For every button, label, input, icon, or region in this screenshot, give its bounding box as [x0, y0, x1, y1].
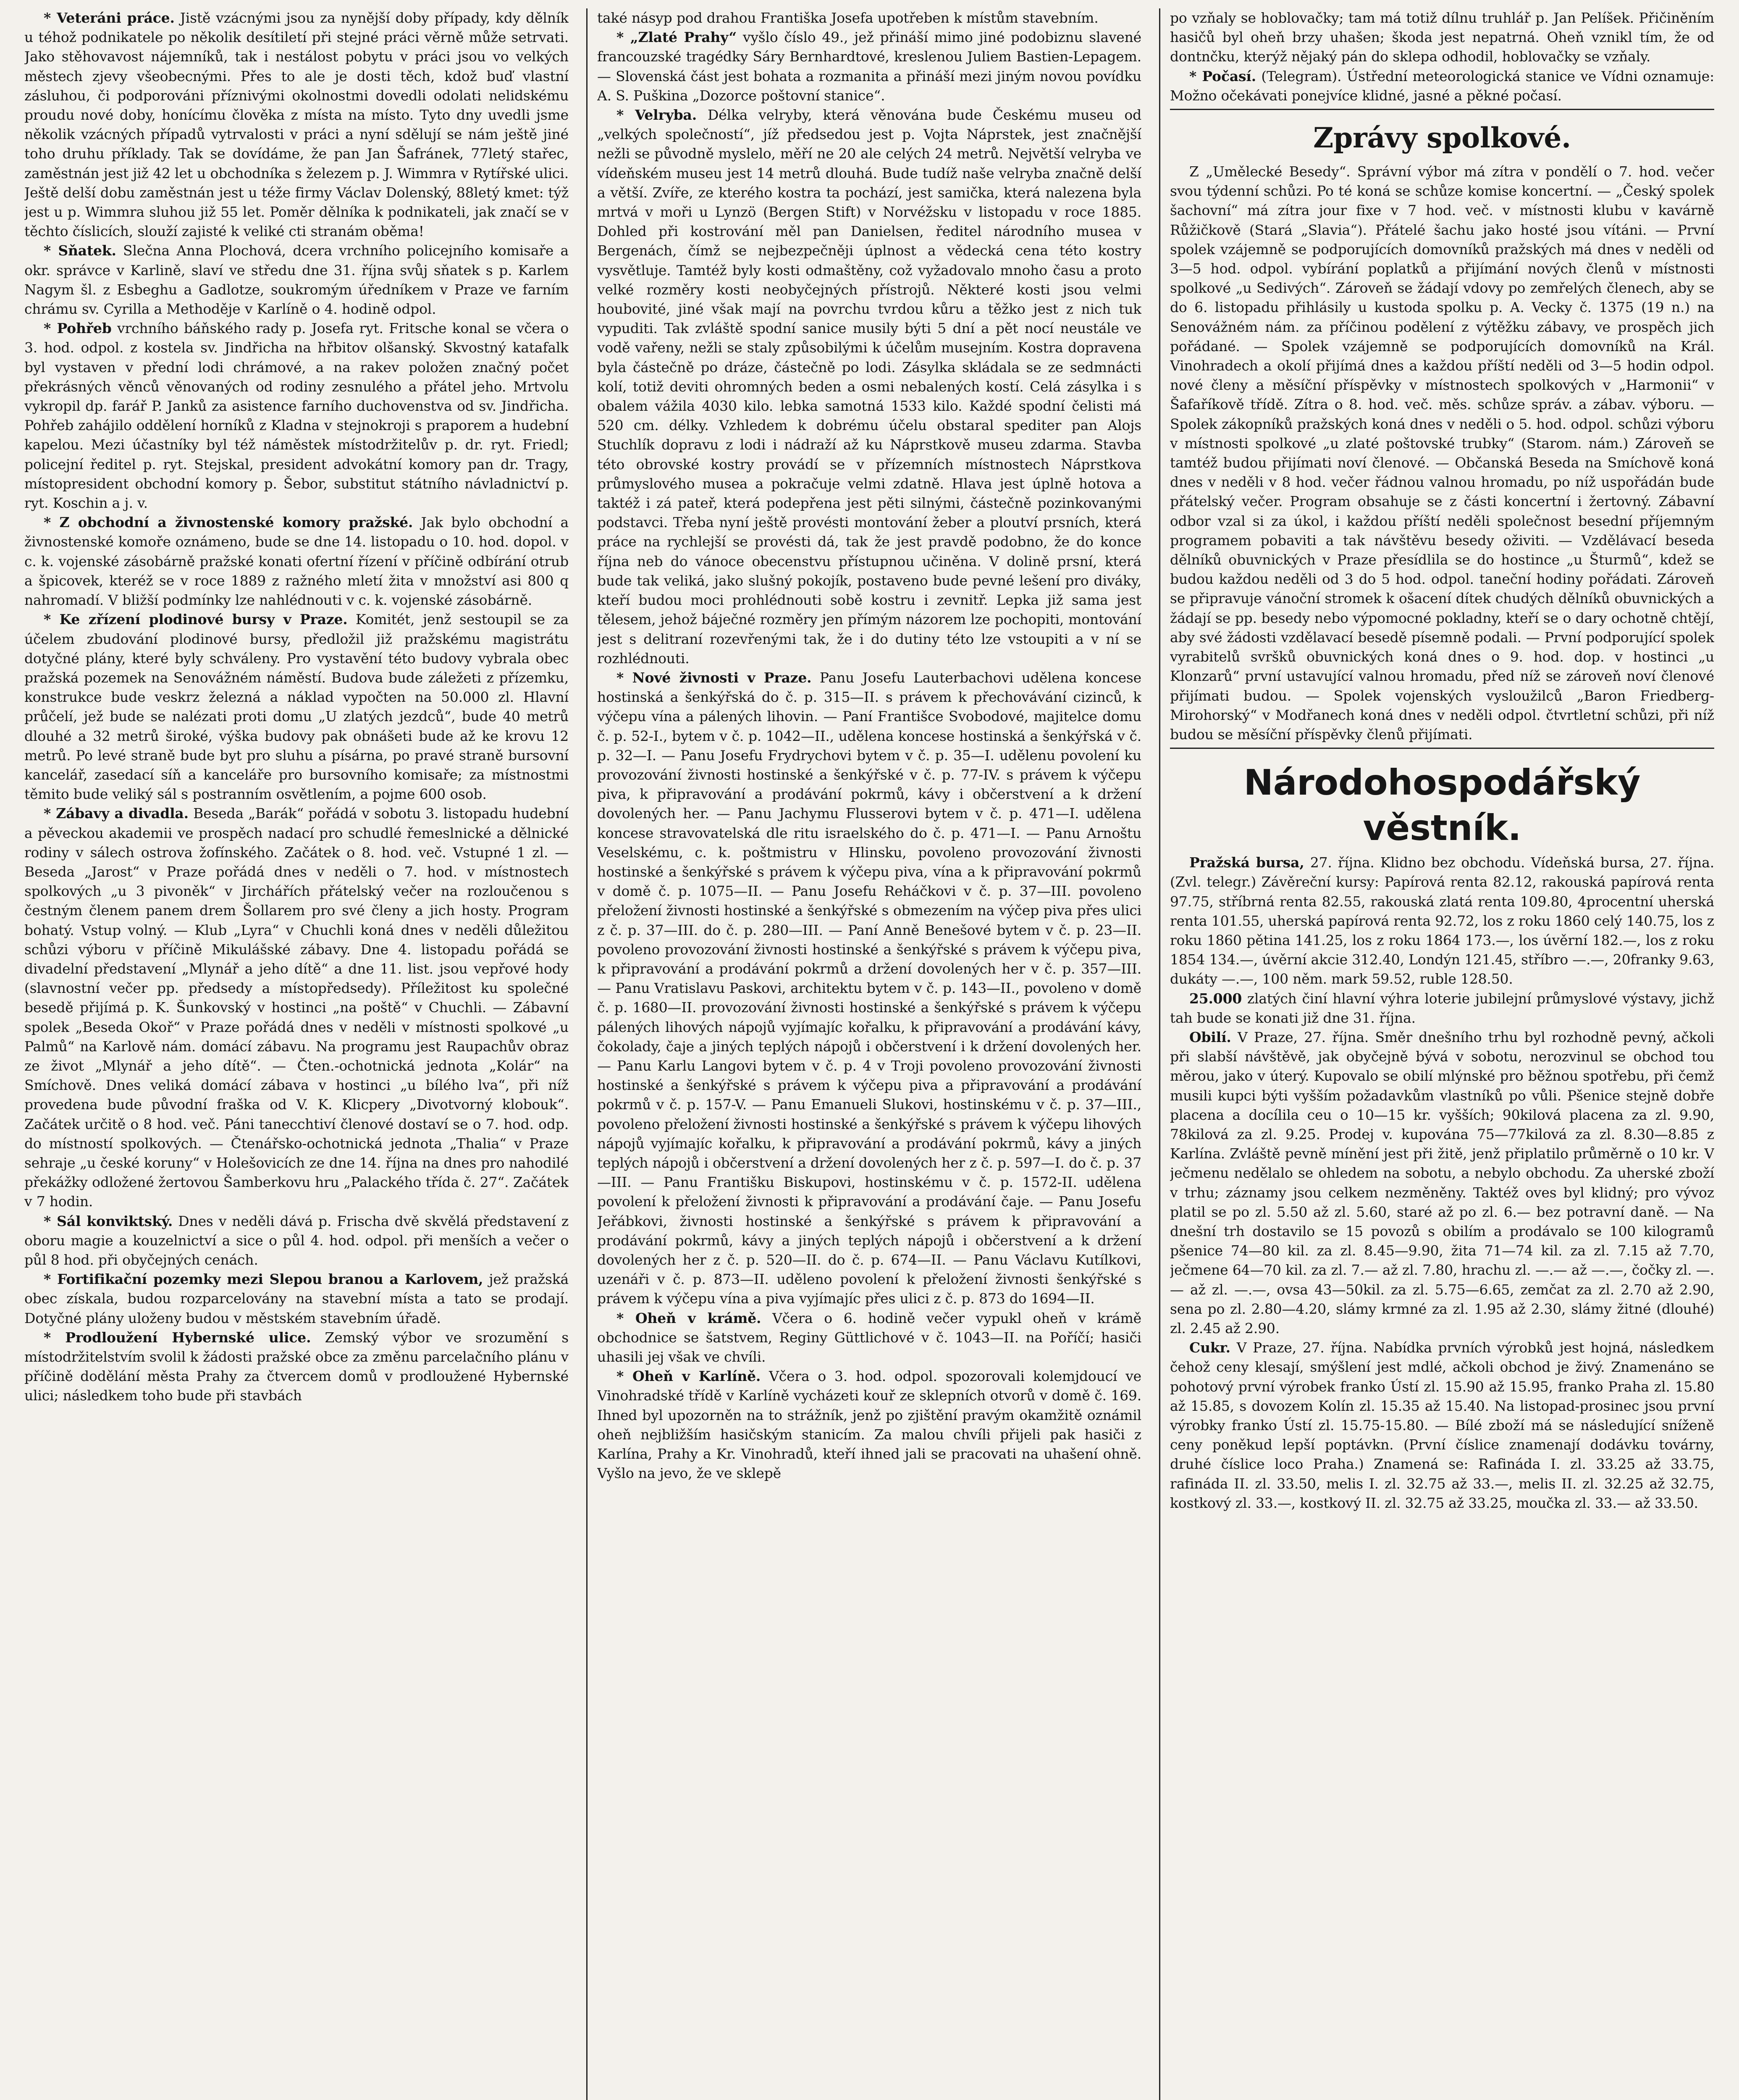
article [1170, 1338, 1714, 1513]
article-lead: * Zábavy a divadla. [44, 805, 189, 822]
article-lead: 25.000 [1189, 990, 1242, 1007]
article [597, 8, 1141, 28]
article-text: vyšlo číslo 49., jež přináší mimo jiné podobiznu slavené francouzské tragédky Sáry Bernhardtové, kreslenou Juliem Bastien-Lepagem. — Slovenská část jest bohata a rozmanita a přináší mezi jiným novou povídku A. S. Puškina „Dozorce poštovní stanice“. [597, 29, 1141, 104]
article-lead: * Ke zřízení plodinové bursy v Praze. [44, 611, 348, 628]
article-text: Včera o 6. hodině večer vypukl oheň v krámě obchodnice se šatstvem, Reginy Güttlichové v č. 1043—II. na Poříčí; hasiči uhasili jej však ve chvíli. [597, 1310, 1141, 1365]
article-text: zlatých činí hlavní výhra loterie jubilejní průmyslové výstavy, jichž tah bude se konati již dne 31. října. [1170, 990, 1714, 1026]
article-text: vrchního báňského rady p. Josefa ryt. Fritsche konal se včera o 3. hod. odpol. z kostela sv. Jindřicha na hřbitov olšanský. Skvostný katafalk byl vystaven v přední lodi chrámové, a na rakev položen značný počet překrásných věnců věnovaných od rodiny zesnulého a přátel jeho. Mrtvolu vykropil dp. farář P. Janků za asistence farního duchovenstva od sv. Jindřicha. Pohřeb zahájilo oddělení horníků z Kladna v stejnokroji s praporem a hudební kapelou. Mezi účastníky byl též náměstek místodržitelův p. dr. ryt. Friedl; policejní ředitel p. ryt. Stejskal, president advokátní komory pan dr. Tragy, místopresident obchodní komory p. Šebor, substitut státního návladnictví p. ryt. Koschin a j. v. [24, 320, 569, 512]
article-text: Délka velryby, která věnována bude Českému museu od „velkých společností“, jíž předsedou jest p. Vojta Náprstek, jest značnější nežli se původně myslelo, měří ne 20 ale celých 24 metrů. Největší velryba ve vídeňském museu jest 14 metrů dlouhá. Bude tudíž naše velryba značně delší a větší. Zvíře, ze kterého kostra ta pochází, jest samička, která nalezena byla mrtvá v moři u Lynzö (Bergen Stift) v Norvéžsku v listopadu v roce 1885. Dohled při kostrování měl pan Danielsen, ředitel národního musea v Bergenách, čímž se nejbezpečněji úplnost a vědecká cena této kostry vysvětluje. Tamtéž byly kosti odmaštěny, což vyžadovalo mnoho času a proto velké rozměry kosti neobyčejných přístrojů. Některé kosti jsou velmi houbovité, jiné však mají na povrchu tvrdou kůru a těžko jest z nich tuk vypuditi. Tak zvláště spodní sanice musily býti 5 dní a pět nocí neustále ve vodě vařeny, nežli se staly způsobilými k účelům musejním. Kostra dopravena byla částečně po dráze, částečně po lodi. Zásylka skládala se ze sedmnácti kolí, totiž deviti ohromných beden a osmi nebalených kostí. Celá zásylka i s obalem vážila 4030 kilo. lebka samotná 1533 kilo. Každé spodní čelisti má 520 cm. délky. Vzhledem k dobrému účelu obstaral spediter pan Alojs Stuchlík dopravu z lodi i nádraží až ku Náprstkově museu zdarma. Stavba této obrovské kostry provádí se v přízemních místnostech Náprstkova průmyslového musea a pokračuje velmi zdatně. Hlava jest úplně hotova a taktéž i zá pateř, která podepřena jest pěti silnými, částečně pozinkovanými podstavci. Třeba nyní ještě provésti montování žeber a ploutví prsních, která práce na rychlejší se provésti dá, tak že jest pravdě podobno, že do konce října neb do vánoce obecenstvu přístupnou učiněna. V dolině prsní, která bude tak veliká, jako slušný pokojík, postaveno bude pevné lešení pro diváky, kteří budou moci prohlédnouti sobě kostru i zevnitř. Lepka již sama jest tělesem, jehož báječné rozměry jen přímým názorem lze pochopiti, montování jest s delitraní rozevřenými tak, že i do dutiny této lze vstoupiti a v ní se rozhlédnouti. [597, 107, 1141, 667]
article [1170, 162, 1714, 744]
article [1170, 1028, 1714, 1338]
article [24, 241, 569, 319]
article [597, 1309, 1141, 1367]
article-text: Jak bylo obchodní a živnostenské komoře oznámeno, bude se dne 14. listopadu o 10. hod. dopol. v c. k. vojenské zásobárně pražské konati ofertní řízení v příčině odbírání otrub a špicovek, kteréž se v roce 1889 z ražného mletí žita v množství asi 800 q nahromadí. V bližší podmínky lze nahlédnouti v c. k. vojenské zásobárně. [24, 514, 569, 609]
article-text: Dnes v neděli dává p. Frischa dvě skvělá představení z oboru magie a kouzelnictví a sice o půl 4. hod. odpol. při menších a večer o půl 8 hod. při obyčejných cenách. [24, 1213, 569, 1268]
article-text: Jistě vzácnými jsou za nynější doby případy, kdy dělník u téhož podnikatele po několik desítiletí při stejné práci věrně může setrvati. Jako stěhovavost nájemníků, tak i nestálost pobytu v práci jsou vo velkých městech zjevy všeobecnými. Přes to ale je dosti těch, kdož buď vlastní zásluhou, či podporováni příznivými okolnostmi dovedli odolati nelidskému proudu nové doby, honícímu člověka z místa na místo. Tyto dny uvedli jsme několik vzácných případů vytrvalosti v práci a nyní sdělují se nám ještě jiné toho druhu příklady. Tak se dovídáme, že pan Jan Šafránek, 77letý stařec, zaměstnán jest již 42 let u obchodníka s železem p. J. Wimmra v Rytířské ulici. Ještě delší dobu zaměstnán jest u téže firmy Václav Dolenský, 88letý kmet: týž jest u p. Wimmra sluhou již 55 let. Poměr dělníka k podnikateli, jak značí se v těchto číslicích, slouží zajisté k veliké cti stranám oběma! [24, 10, 569, 240]
article-text: Panu Josefu Lauterbachovi udělena koncese hostinská a šenkýřská do č. p. 315—II. s právem k přechovávání cizinců, k výčepu vína a pálených lihovin. — Paní Františce Svobodové, majitelce domu č. p. 52-I., bytem v č. p. 1042—II., udělena koncese hostinská a šenkýřská v č. p. 32—I. — Panu Josefu Frydrychovi bytem v č. p. 35—I. udělenu povolení ku provozování živnosti hostinské a šenkýřské v č. p. 77-IV. s právem k výčepu piva, k připravování a prodávání pokrmů, kávy i občerstvení a k držení dovolených her. — Panu Jachymu Flusserovi bytem v č. p. 471—I. udělena koncese stravovatelská dle ritu israelského do č. p. 471—I. — Panu Arnoštu Veselskému, c. k. poštmistru v Hlinsku, povoleno provozování živnosti hostinské a šenkýřské s právem k výčepu piva, vína a k připravování pokrmů v domě č. p. 1075—II. — Panu Josefu Reháčkovi v č. p. 37—III. povoleno přeložení živnosti hostinské a šenkýřské s obmezením na výčep piva přes ulici z č. p. 37—III. do č. p. 280—III. — Paní Anně Benešové bytem v č. p. 23—II. povoleno provozování živnosti hostinské a šenkýřské s právem k výčepu piva, k připravování a prodávání pokrmů a držení dovolených her v č. p. 357—III. — Panu Vratislavu Paskovi, architektu bytem v č. p. 143—II., povoleno v domě č. p. 1680—II. provozování živnosti hostinské a šenkýřské s právem k výčepu pálených lihových nápojů vyjímajíc kořalku, k připravování a prodávání kávy, čokolady, čaje a jiných teplých nápojů i občerstvení i k držení dovolených her. — Panu Karlu Langovi bytem v č. p. 4 v Troji povoleno provozování živnosti hostinské a šenkýřské s právem k výčepu piva a připravování a prodávání pokrmů v č. p. 157-V. — Panu Emanueli Slukovi, hostinskému v č. p. 37—III., povoleno přeložení živnosti hostinské a šenkýřské s právem k výčepu lihových nápojů vyjímajíc kořalku, k připravování a prodávání pokrmů, kávy a jiných teplých nápojů i občerstvení a držení dovolených her z č. p. 597—I. do č. p. 37—III. — Panu Františku Biskupovi, hostinskému v č. p. 1572-II. udělena povolení k přeložení živnosti k připravování a prodávání čaje. — Panu Josefu Jeřábkovi, živnosti hostinské a šenkýřské s právem k připravování a prodávání pokrmů, kávy a jiných teplých nápojů i občerstvení a k držení dovolených her z č. p. 520—II. do č. p. 674—II. — Panu Václavu Kutílkovi, uzenáři v č. p. 873—II. uděleno povolení k přeložení živnosti šenkýřské s právem k výčepu vína a piva vyjímajíc přes ulici z č. p. 873 do 1694—II. [597, 669, 1141, 1307]
article-lead: * Oheň v Karlíně. [616, 1368, 761, 1385]
article-lead: * Počasí. [1189, 68, 1256, 84]
section-rule [1170, 109, 1714, 110]
article [24, 1270, 569, 1328]
article-text: Zemský výbor ve srozumění s místodržitelstvím svolil k žádosti pražské obce za změnu parcelačního plánu v příčině dodělání města Prahy za čtvercem domů v prodloužené Hybernské ulici; následkem toho bude při stavbách [24, 1329, 569, 1404]
article-lead: * Fortifikační pozemky mezi Slepou branou a Karlovem, [44, 1271, 483, 1288]
article-lead: * Prodloužení Hybernské ulice. [44, 1329, 311, 1346]
column-3 [1170, 8, 1714, 2100]
article-lead: Pražská bursa, [1189, 854, 1304, 871]
column-rule [586, 8, 588, 2100]
column-rule [1159, 8, 1160, 2100]
article-lead: * Z obchodní a živnostenské komory pražské. [44, 514, 413, 531]
article-text: Z „Umělecké Besedy“. Správní výbor má zítra v pondělí o 7. hod. večer svou týdenní schůzi. Po té koná se schůze komise koncertní. — „Český spolek šachovní“ má zítra jour fixe v 7 hod. več. v místnosti klubu v kavárně Růžičkově (Stará „Slavia“). Přátelé šachu jako hosté jsou vítáni. — První spolek vzájemně se podporujících domovníků pražských má dnes v neděli od 3—5 hod. odpol. vybírání poplatků a přijímání nových členů v místnosti spolkové „u Sedivých“. Zároveň se žádají vdovy po zemřelých členech, aby se do 6. listopadu přihlásily u kustoda spolku p. A. Vecky č. 1375 (19 n.) na Senovážném nám. za příčinou podělení z výtěžku zábavy, ve prospěch jich pořádané. — Spolek vzájemně se podporujících domovníků na Král. Vinohradech a okolí přijímá dnes a každou příští neděli od 3—5 hodin odpol. nové členy a měsíční příspěvky v místnostech spolkových v „Harmonii“ v Šafaříkově třídě. Zítra o 8. hod. več. měs. schůze správ. a zábav. výboru. — Spolek zákopníků pražských koná dnes v neděli o 5. hod. odpol. schůzi výboru v místnosti spolkové „u zlaté poštovské trubky“ (Starom. nám.) Zároveň se tamtéž budou přijímati noví členové. — Občanská Beseda na Smíchově koná dnes v neděli v 8 hod. večer řádnou valnou hromadu, po níž uspořádán bude přátelský večer. Program obsahuje se z části koncertní i žertovný. Zábavní odbor vzal si za úkol, i každou příští neděli společnost besední příjemným programem pobaviti a tak návštěvu besedy oživiti. — Vzdělávací beseda dělníků obuvnických v Praze přesídlila se do hostince „u Šturmů“, kdež se budou každou neděli od 3 do 5 hod. odpol. taneční hodiny pořádati. Zároveň se připravuje vánoční stromek k ošacení dítek chudých dělníků obuvnických a žádají se pp. besedy nebo výpomocné pokladny, kteří se o dary ochotně chtějí, aby své žádosti vzdělavací besedě písemně podali. — První podporující spolek vyrabitelů svršků obuvnických koná dnes o 9. hod. dop. v hostinci „u Klonzarů“ první ustavující valnou hromadu, před níž se zároveň noví členové přijímati budou. — Spolek vojenských vysloužilců „Baron Friedberg-Mirohorský“ v Modřanech koná dnes v neděli odpol. čtvrtletní schůzi, při níž budou se měsíční příspěvky členů přijímati. [1170, 163, 1714, 743]
section-heading-narodohospodarsky: Národohospodářský věstník. [1243, 762, 1641, 849]
article-lead: Obilí. [1189, 1029, 1231, 1045]
column-2 [597, 8, 1141, 2100]
article [24, 804, 569, 1211]
article-lead: * Oheň v krámě. [616, 1310, 761, 1326]
article [597, 1367, 1141, 1483]
article-text: V Praze, 27. října. Směr dnešního trhu byl rozhodně pevný, ačkoli při slabší návštěvě, jak obyčejně bývá v sobotu, nerozvinul se obchod tou měrou, jako v úterý. Kupovalo se obilí mlýnské pro běžnou spotřebu, při čemž musili kupci býti vyšším požadavkům vlastníků po vůli. Pšenice stejně dobře placena a docílila ceu o 10—15 kr. vyšších; 90kilová placena za zl. 9.90, 78kilová za zl. 9.25. Prodej v. kupována 75—77kilová za zl. 8.30—8.85 z Karlína. Zvláště pevně mínění jest při žitě, jenž připlatilo průměrně o 10 kr. V ječmenu nedělalo se ohledem na sobotu, a nebylo obchodu. Za uherské zboží v trhu; záznamy jsou celkem nezměněny. Taktéž oves byl klidný; pro vývoz platil se po zl. 5.50 až zl. 5.60, staré až po zl. 6.— bez potravní daně. — Na dnešní trh dostavilo se 15 povozů s obilím a prodávalo se 100 kilogramů pšenice 74—80 kil. za zl. 8.45—9.90, žita 71—74 kil. za zl. 7.15 až 7.70, ječmene 64—70 kil. za zl. 7.— až zl. 7.80, hrachu zl. —.— až —.—, čočky zl. —.— až zl. —.—, ovsa 43—50kil. za zl. 5.75—6.65, zemčat za zl. 2.70 až 2.90, sena po zl. 2.80—4.20, slámy krmné za zl. 1.95 až 2.30, slámy žitné (dlouhé) zl. 2.45 až 2.90. [1170, 1029, 1714, 1336]
article-lead: * Sňatek. [44, 242, 116, 259]
article [24, 513, 569, 610]
section-heading-spolkove: Zprávy spolkové. [1313, 121, 1571, 155]
article [597, 105, 1141, 668]
article-text: Beseda „Barák“ pořádá v sobotu 3. listopadu hudební a pěveckou akademii ve prospěch nadací pro schudlé řemeslnické a dělnické rodiny v sálech ostrova žofínského. Začátek o 8. hod. več. Vstupné 1 zl. — Beseda „Jarost“ v Praze pořádá dnes v neděli o 7. hod. v místnostech spolkových „u 3 pivoněk“ v Jirchářích přátelský večer na rozloučenou s čestným členem panem drem Šollarem pro své členy a jich hosty. Program bohatý. Vstup volný. — Klub „Lyra“ v Chuchli koná dnes v neděli důležitou schůzi výboru v příčině Mikulášské zábavy. Dne 4. listopadu pořádá se divadelní představení „Mlynář a jeho dítě“ a dne 11. list. jsou vepřové hody (slavnostní večer pp. předsedy a místopředsedy). Příležitost ku společné besedě přijímá p. K. Šunkovský v hostinci „na poště“ v Chuchli. — Zábavní spolek „Beseda Okoř“ v Praze pořádá dnes v neděli v místnosti spolkové „u Palmů“ na Karlově nám. domácí zábavu. Na programu jest Raupachův obraz ze život „Mlynář a jeho dítě“. — Čten.-ochotnická jednota „Kolár“ na Smíchově. Dnes veliká domácí zábava v hostinci „u bílého lva“, při níž provedena bude původní fraška od V. K. Klicpery „Divotvorný klobouk“. Začátek určitě o 8 hod. več. Páni tanecchtiví členové dostaví se o 7. hod. odp. do místností spolkových. — Čtenářsko-ochotnická jednota „Thalia“ v Praze sehraje „u české koruny“ v Holešovicích ze dne 14. října na dnes pro nahodilé překážky odložené žertovou Šamberkovu hru „Palackého třída č. 27“. Začátek v 7 hodin. [24, 805, 569, 1210]
article-text: také násyp pod drahou Františka Josefa upotřeben k místům stavebním. [597, 10, 1099, 26]
article [597, 668, 1141, 1309]
article-lead: * Velryba. [616, 107, 697, 123]
article [597, 28, 1141, 105]
article [1170, 8, 1714, 67]
article-text: Komitét, jenž sestoupil se za účelem zbudování plodinové bursy, předložil již pražskému magistrátu dotyčné plány, které byly schváleny. Pro vystavění této budovy vybrala obec pražská pozemek na Senovážném náměstí. Budova bude záležeti z přízemku, konstrukce bude veskrz železná a náklad vypočten na 50.000 zl. Hlavní průčelí, jež bude se nalézati proti domu „U zlatých jezdců“, bude 40 metrů dlouhé a 32 metrů široké, výška budovy pak obnášeti bude až ke krovu 12 metrů. Po levé straně bude byt pro sluhu a písárna, po pravé straně bursovní kancelář, zasedací síň a kanceláře pro bursovního komisaře; za místnostmi těmito bude veliký sál s postranním osvětlením, a pojme 600 osob. [24, 611, 569, 803]
article-text: jež pražská obec získala, budou rozparcelovány na stavební místa a tato se prodají. Dotyčné plány uloženy budou v městském stavebním úřadě. [24, 1271, 569, 1326]
article [24, 1212, 569, 1270]
article-text: Včera o 3. hod. odpol. spozorovali kolemjdoucí ve Vinohradské třídě v Karlíně vycházeti kouř ze sklepních otvorů v domě č. 169. Ihned byl upozorněn na to strážník, jenž po zjištění pravým okamžitě oznámil oheň nejbližším hasičským stanicím. Za malou chvíli přijeli pak hasiči z Karlína, Prahy a Kr. Vinohradů, kteří ihned jali se pracovati na uhašení ohně. Vyšlo na jevo, že ve sklepě [597, 1368, 1141, 1482]
section-rule [1170, 748, 1714, 749]
column-1 [24, 8, 569, 2100]
article-lead: * Sál konviktský. [44, 1213, 173, 1229]
article-text: (Telegram). Ústřední meteorologická stanice ve Vídni oznamuje: Možno očekávati ponejvíce klidné, jasné a pěkné počasí. [1170, 68, 1714, 104]
article-text: V Praze, 27. října. Nabídka prvních výrobků jest hojná, následkem čehož ceny klesají, smýšlení jest mdlé, ačkoli obchod je živý. Znamenáno se pohotový první výrobek franko Ústí zl. 15.90 až 15.95, franko Praha zl. 15.80 až 15.85, s dovozem Kolín zl. 15.35 až 15.40. Na listopad-prosinec jsou první výrobky franko Ústí zl. 15.75-15.80. — Bílé zboží má se následující sníženě ceny poněkud lepší poptávkn. (První číslice znamenají dodávku továrny, druhé číslice loco Praha.) Znamená se: Rafináda I. zl. 33.25 až 33.75, rafináda II. zl. 33.50, melis I. zl. 32.75 až 33.—, melis II. zl. 32.25 až 32.75, kostkový zl. 33.—, kostkový II. zl. 32.75 až 33.25, moučka zl. 33.— až 33.50. [1170, 1339, 1714, 1511]
article-lead: * „Zlaté Prahy“ [616, 29, 737, 46]
article [24, 610, 569, 804]
article [24, 1328, 569, 1406]
article-lead: * Veteráni práce. [44, 10, 175, 26]
article [24, 319, 569, 513]
article-lead: Cukr. [1189, 1339, 1230, 1356]
article [1170, 853, 1714, 989]
article-text: 27. října. Klidno bez obchodu. Vídeňská bursa, 27. října. (Zvl. telegr.) Závěreční kursy: Papírová renta 82.12, rakouská papírová renta 97.75, stříbrná renta 82.55, rakouská zlatá renta 109.80, 4procentní uherská renta 101.55, uherská papírová renta 92.72, los z roku 1860 celý 140.75, los z roku 1860 pětina 141.25, los z roku 1864 173.—, los úvěrní 182.—, los z roku 1854 134.—, úvěrní akcie 312.40, Londýn 121.45, stříbro —.—, 20franky 9.63, dukáty —.—, 100 něm. mark 59.52, ruble 128.50. [1170, 854, 1714, 987]
article [24, 8, 569, 241]
article-lead: * Pohřeb [44, 320, 112, 337]
article-lead: * Nové živnosti v Praze. [616, 669, 812, 686]
article-text: Slečna Anna Plochová, dcera vrchního policejního komisaře a okr. správce v Karlině, slaví ve středu dne 31. října svůj sňatek s p. Karlem Nagym šl. z Esbeghu a Gadlotze, soukromým úředníkem v Praze ve farním chrámu sv. Cyrilla a Methoděje v Karlíně o 4. hodině odpol. [24, 242, 569, 318]
article-text: po vzňaly se hoblovačky; tam má totiž dílnu truhlář p. Jan Pelíšek. Přičiněním hasičů byl oheň brzy uhašen; škoda jest nepatrná. Oheň vznikl tím, že od dontnčku, kterýž nějaký pán do sklepa odhodil, hoblovačky se vzňaly. [1170, 10, 1714, 65]
article [1170, 989, 1714, 1028]
article [1170, 67, 1714, 105]
